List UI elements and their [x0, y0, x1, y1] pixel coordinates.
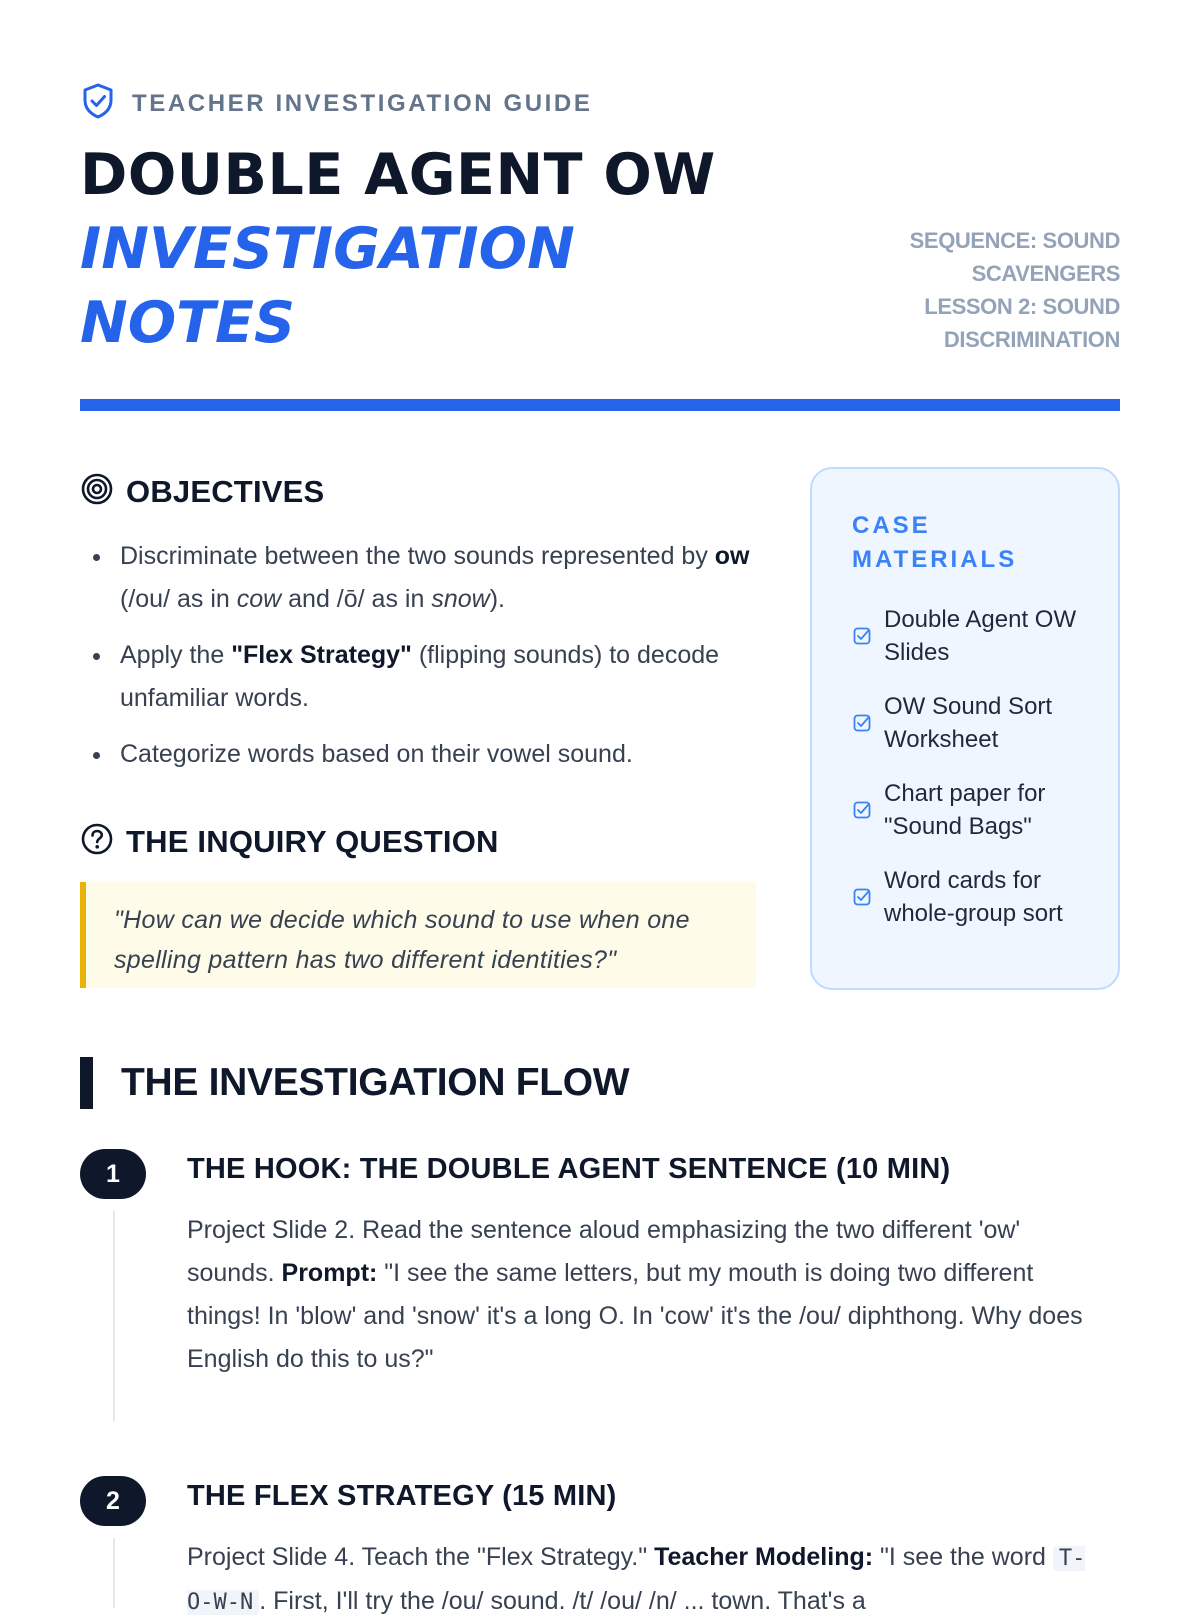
- case-material-item: [852, 863, 1102, 930]
- checkbox-icon: [852, 626, 872, 646]
- case-material-label: Chart paper for "Sound Bags": [884, 779, 1046, 840]
- flow-heading-bar: [80, 1057, 93, 1109]
- step-body: Project Slide 2. Read the sentence aloud emphasizing the two different 'ow' sounds. Prompt: "I see the same letters, but my mouth is doing two different things! In 'blow' and 'snow' it's a long O. In 'cow' it's the /ou/ diphthong. Why does English do this to us?": [187, 1216, 1083, 1373]
- page-subtitle: INVESTIGATION NOTES: [80, 216, 575, 356]
- case-materials-panel: [810, 467, 1120, 990]
- target-icon: [80, 472, 114, 511]
- objectives-list: [80, 535, 760, 789]
- investigation-guide-page: [80, 0, 1120, 1615]
- checkbox-icon: [852, 887, 872, 907]
- step-timeline-line: [113, 1538, 115, 1608]
- objective-item: Apply the "Flex Strategy" (flipping sounds) to decode unfamiliar words.: [80, 634, 760, 720]
- flow-step: [80, 1149, 1120, 1421]
- step-timeline-line: [113, 1211, 115, 1421]
- objectives-heading-label: OBJECTIVES: [126, 473, 325, 509]
- case-material-label: OW Sound Sort Worksheet: [884, 692, 1053, 753]
- case-materials-title: CASE MATERIALS: [852, 512, 1018, 573]
- flow-heading-label: THE INVESTIGATION FLOW: [121, 1061, 630, 1104]
- eyebrow: [80, 82, 592, 125]
- page-title: DOUBLE AGENT OW: [80, 142, 716, 208]
- step-title: THE HOOK: THE DOUBLE AGENT SENTENCE (10 MIN): [187, 1153, 951, 1185]
- inquiry-quote: "How can we decide which sound to use when one spelling pattern has two different identities?": [80, 882, 756, 988]
- step-number-badge: 2: [80, 1476, 146, 1526]
- case-material-item: [852, 602, 1102, 669]
- meta-sequence: SEQUENCE: SOUND SCAVENGERS: [909, 228, 1120, 286]
- step-number-badge: 1: [80, 1149, 146, 1199]
- case-material-item: [852, 776, 1102, 843]
- flow-heading: [80, 1057, 629, 1109]
- flow-step: [80, 1476, 1120, 1615]
- shield-check-icon: [80, 82, 116, 125]
- case-materials-list: [852, 602, 1102, 950]
- inquiry-heading: [80, 822, 499, 861]
- meta-lesson: LESSON 2: SOUND DISCRIMINATION: [924, 294, 1120, 352]
- case-material-label: Double Agent OW Slides: [884, 605, 1077, 666]
- header-divider: [80, 399, 1120, 411]
- code-word: T-O-W-N: [187, 1546, 1086, 1615]
- case-material-label: Word cards for whole-group sort: [884, 866, 1063, 927]
- checkbox-icon: [852, 800, 872, 820]
- checkbox-icon: [852, 713, 872, 733]
- inquiry-heading-label: THE INQUIRY QUESTION: [126, 823, 499, 859]
- objective-item: Discriminate between the two sounds represented by ow (/ou/ as in cow and /ō/ as in snow).: [80, 535, 760, 621]
- step-body: Project Slide 4. Teach the "Flex Strategy." Teacher Modeling: "I see the word T-O-W-N . First, I'll try the /ou/ sound. /t/ /ou/ /n/ ... town. That's a: [187, 1543, 1086, 1615]
- case-material-item: [852, 689, 1102, 756]
- lesson-meta: [860, 224, 1120, 356]
- question-circle-icon: [80, 822, 114, 861]
- eyebrow-label: TEACHER INVESTIGATION GUIDE: [132, 89, 593, 117]
- objectives-heading: [80, 472, 324, 511]
- objective-item: Categorize words based on their vowel sound.: [80, 733, 760, 776]
- step-title: THE FLEX STRATEGY (15 MIN): [187, 1480, 617, 1512]
